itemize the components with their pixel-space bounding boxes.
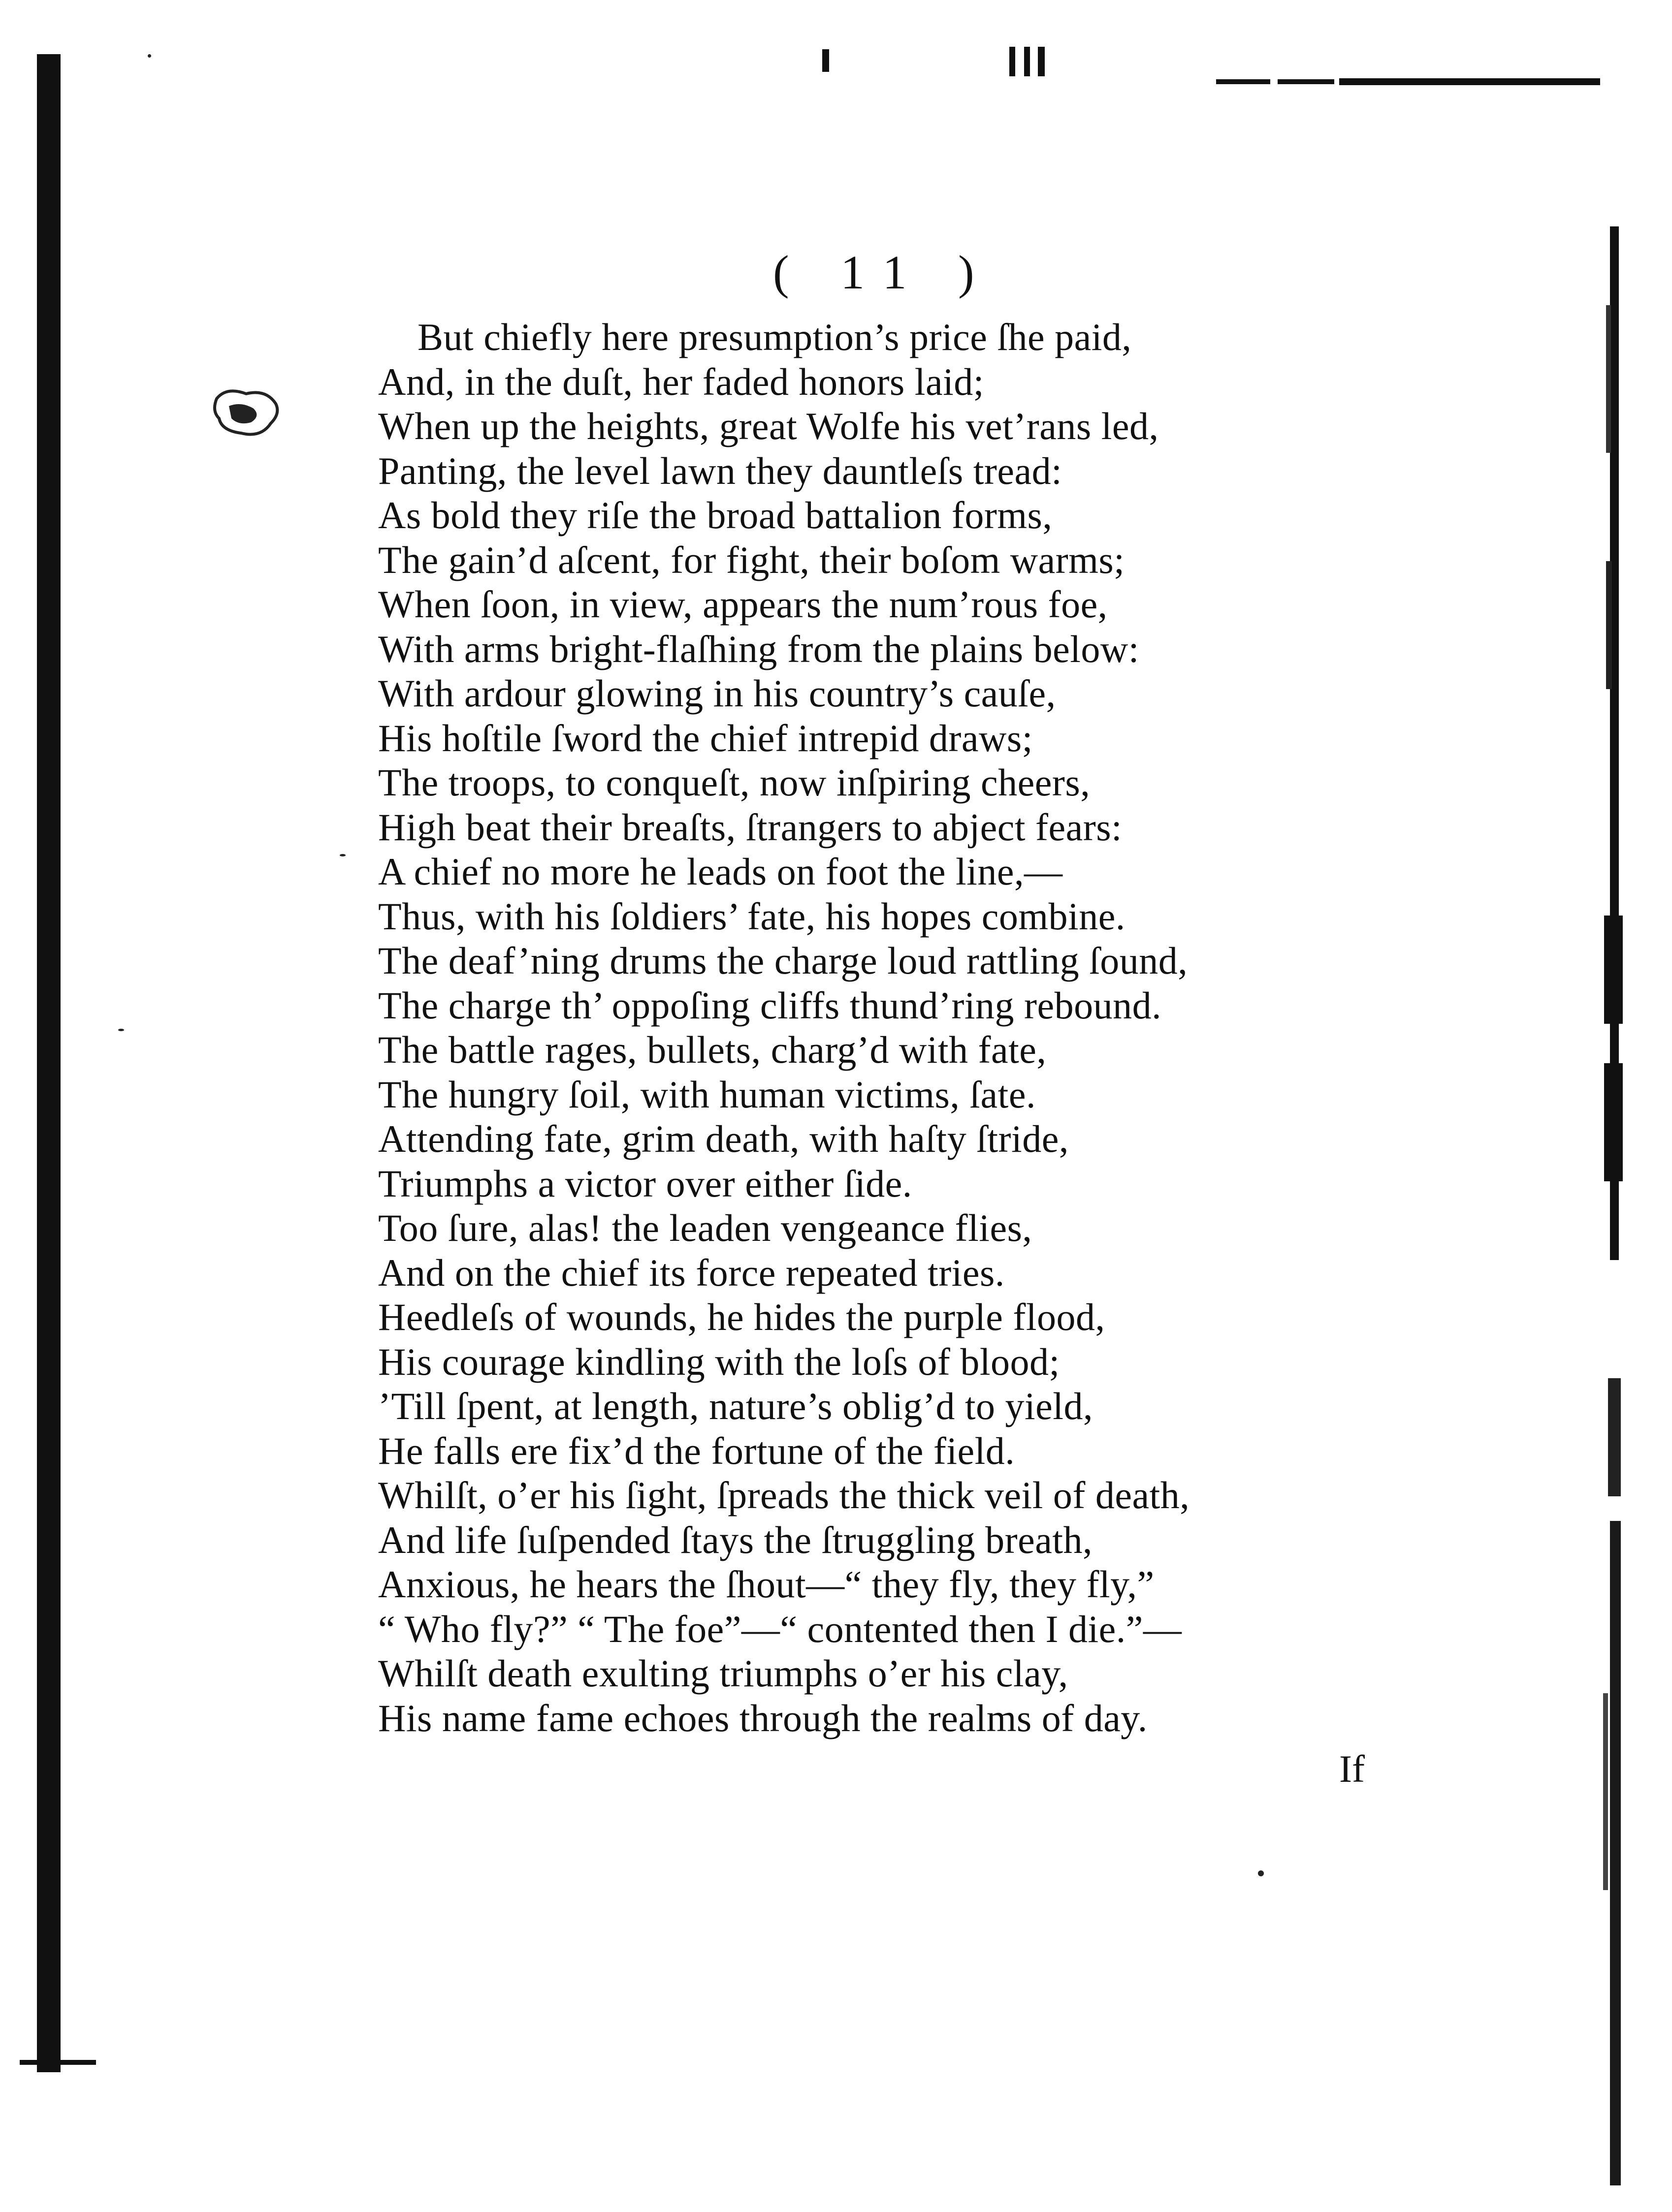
verse-line: When ſoon, in view, appears the num’rous foe, <box>378 583 1108 626</box>
verse-line: When up the heights, great Wolfe his vet’rans led, <box>378 405 1159 447</box>
ink-speck <box>118 1029 124 1031</box>
verse-line: High beat their breaſts, ſtrangers to abject fears: <box>378 805 1123 849</box>
scan-mark <box>1009 47 1015 76</box>
verse-line: The gain’d aſcent, for fight, their boſom warms; <box>378 538 1125 581</box>
verse-line: Whilſt death exulting triumphs o’er his clay, <box>378 1652 1068 1695</box>
verse-line: Attending fate, grim death, with haſty ſtride, <box>378 1117 1069 1160</box>
verse-line: He falls ere fix’d the fortune of the field. <box>378 1429 1015 1472</box>
binding-shadow-foot <box>20 2060 96 2065</box>
verse-line: Whilſt, o’er his ſight, ſpreads the thick veil of death, <box>378 1474 1190 1517</box>
ink-speck <box>1258 1870 1264 1876</box>
verse-line: Triumphs a victor over either ſide. <box>378 1162 912 1205</box>
verse-line: ’Till ſpent, at length, nature’s oblig’d to yield, <box>378 1385 1093 1427</box>
verse-line: His courage kindling with the loſs of blood; <box>378 1340 1060 1383</box>
catchword: If <box>1339 1747 1365 1790</box>
poem-verse <box>378 315 1190 1740</box>
verse-line: But chiefly here presumption’s price ſhe paid, <box>418 316 1132 358</box>
verse-line: His name fame echoes through the realms of day. <box>378 1696 1148 1739</box>
verse-line: Anxious, he hears the ſhout—“ they fly, they fly,” <box>378 1563 1155 1606</box>
verse-line: And, in the duſt, her faded honors laid; <box>378 360 984 403</box>
scan-mark <box>1038 47 1045 76</box>
verse-line: And life ſuſpended ſtays the ſtruggling breath, <box>378 1518 1093 1561</box>
ink-speck <box>340 854 346 856</box>
verse-line: Heedleſs of wounds, he hides the purple flood, <box>378 1296 1105 1338</box>
verse-line: Too ſure, alas! the leaden vengeance flies, <box>378 1206 1032 1249</box>
verse-line: The hungry ſoil, with human victims, ſate. <box>378 1073 1036 1116</box>
verse-line: His hoſtile ſword the chief intrepid draws; <box>378 716 1033 759</box>
verse-line: As bold they riſe the broad battalion forms, <box>378 494 1053 537</box>
scan-right-edge <box>1595 217 1625 2185</box>
verse-line: And on the chief its force repeated tries. <box>378 1251 1005 1294</box>
verse-line: With arms bright-flaſhing from the plains below: <box>378 627 1139 670</box>
verse-line: With ardour glowing in his country’s cauſe, <box>378 672 1056 715</box>
scan-mark <box>1024 47 1030 76</box>
ink-speck <box>148 54 151 58</box>
verse-line: The battle rages, bullets, charg’d with fate, <box>378 1028 1047 1071</box>
verse-line: Thus, with his ſoldiers’ fate, his hopes combine. <box>378 894 1125 938</box>
scan-mark <box>822 49 829 72</box>
verse-line: The troops, to conqueſt, now inſpiring cheers, <box>378 761 1091 804</box>
scan-edge-rule <box>1216 76 1600 87</box>
verse-line: “ Who fly?” “ The foe”—“ contented then I die.”— <box>378 1607 1182 1650</box>
verse-line: A chief no more he leads on foot the line,— <box>378 850 1063 893</box>
verse-line: The deaf’ning drums the charge loud rattling ſound, <box>378 939 1188 982</box>
ink-blot <box>207 384 286 443</box>
verse-line: Panting, the level lawn they dauntleſs tread: <box>378 449 1062 492</box>
verse-line: The charge th’ oppoſing cliffs thund’ring rebound. <box>378 983 1162 1027</box>
page-number: ( 11 ) <box>773 246 994 299</box>
binding-shadow <box>37 54 61 2072</box>
